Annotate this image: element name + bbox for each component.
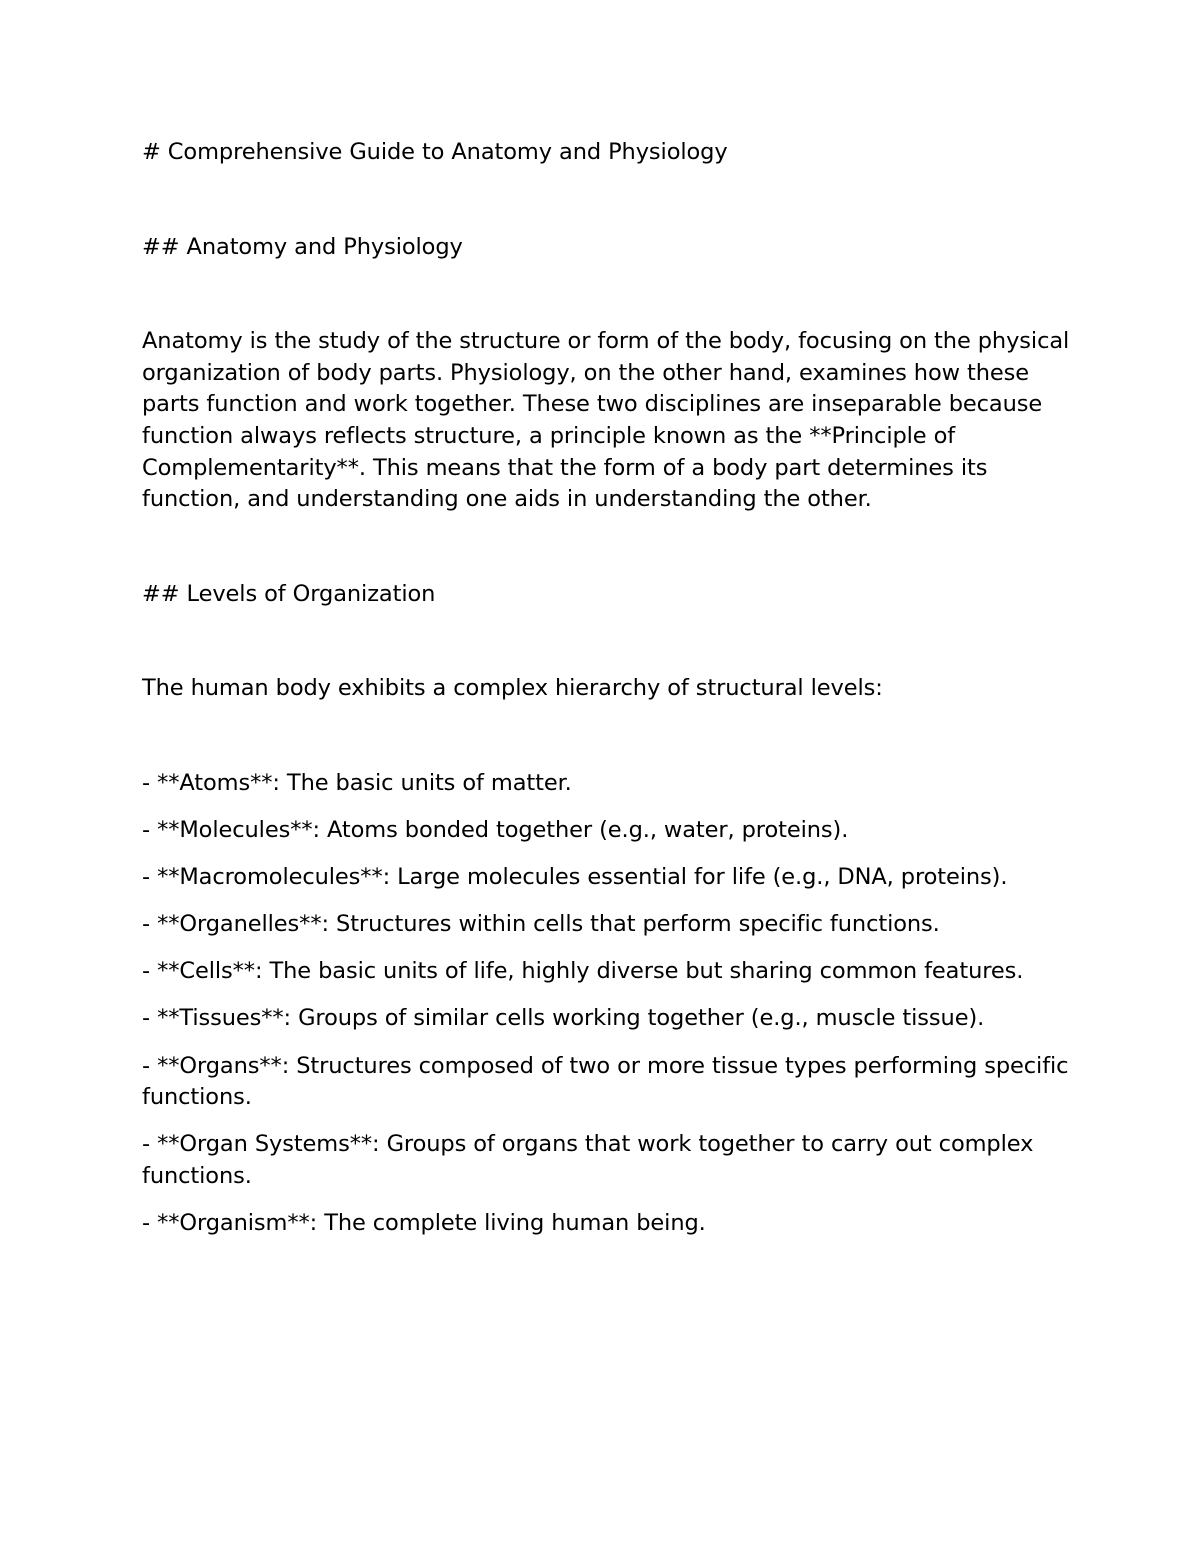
list-item-organs: - **Organs**: Structures composed of two or more tissue types performing specific functions. xyxy=(142,1052,1069,1111)
list-item-organism: - **Organism**: The complete living human being. xyxy=(142,1209,706,1236)
document-title: # Comprehensive Guide to Anatomy and Physiology xyxy=(142,139,728,165)
list-item-cells: - **Cells**: The basic units of life, highly diverse but sharing common features. xyxy=(142,958,1024,985)
section-heading-levels-of-organization: ## Levels of Organization xyxy=(142,580,436,607)
list-item-organ-systems: - **Organ Systems**: Groups of organs that work together to carry out complex functions. xyxy=(142,1131,1034,1189)
section-heading-anatomy-physiology: ## Anatomy and Physiology xyxy=(142,233,463,260)
document-content xyxy=(142,137,1072,1255)
list-item-tissues: - **Tissues**: Groups of similar cells working together (e.g., muscle tissue). xyxy=(142,1005,985,1032)
list-item-macromolecules: - **Macromolecules**: Large molecules essential for life (e.g., DNA, proteins). xyxy=(142,864,1008,891)
levels-intro-paragraph: The human body exhibits a complex hierarchy of structural levels: xyxy=(142,675,883,702)
anatomy-physiology-paragraph: Anatomy is the study of the structure or form of the body, focusing on the physical organization of body parts. Physiology, on the other hand, examines how these parts function and work together. These two disciplines are inseparable because function always reflects structure, a principle known as the **Principle of Complementarity**. This means that the form of a body part determines its function, and understanding one aids in understanding the other. xyxy=(142,328,1070,513)
list-item-atoms: - **Atoms**: The basic units of matter. xyxy=(142,769,572,796)
list-item-molecules: - **Molecules**: Atoms bonded together (e.g., water, proteins). xyxy=(142,817,849,844)
list-item-organelles: - **Organelles**: Structures within cells that perform specific functions. xyxy=(142,911,940,938)
